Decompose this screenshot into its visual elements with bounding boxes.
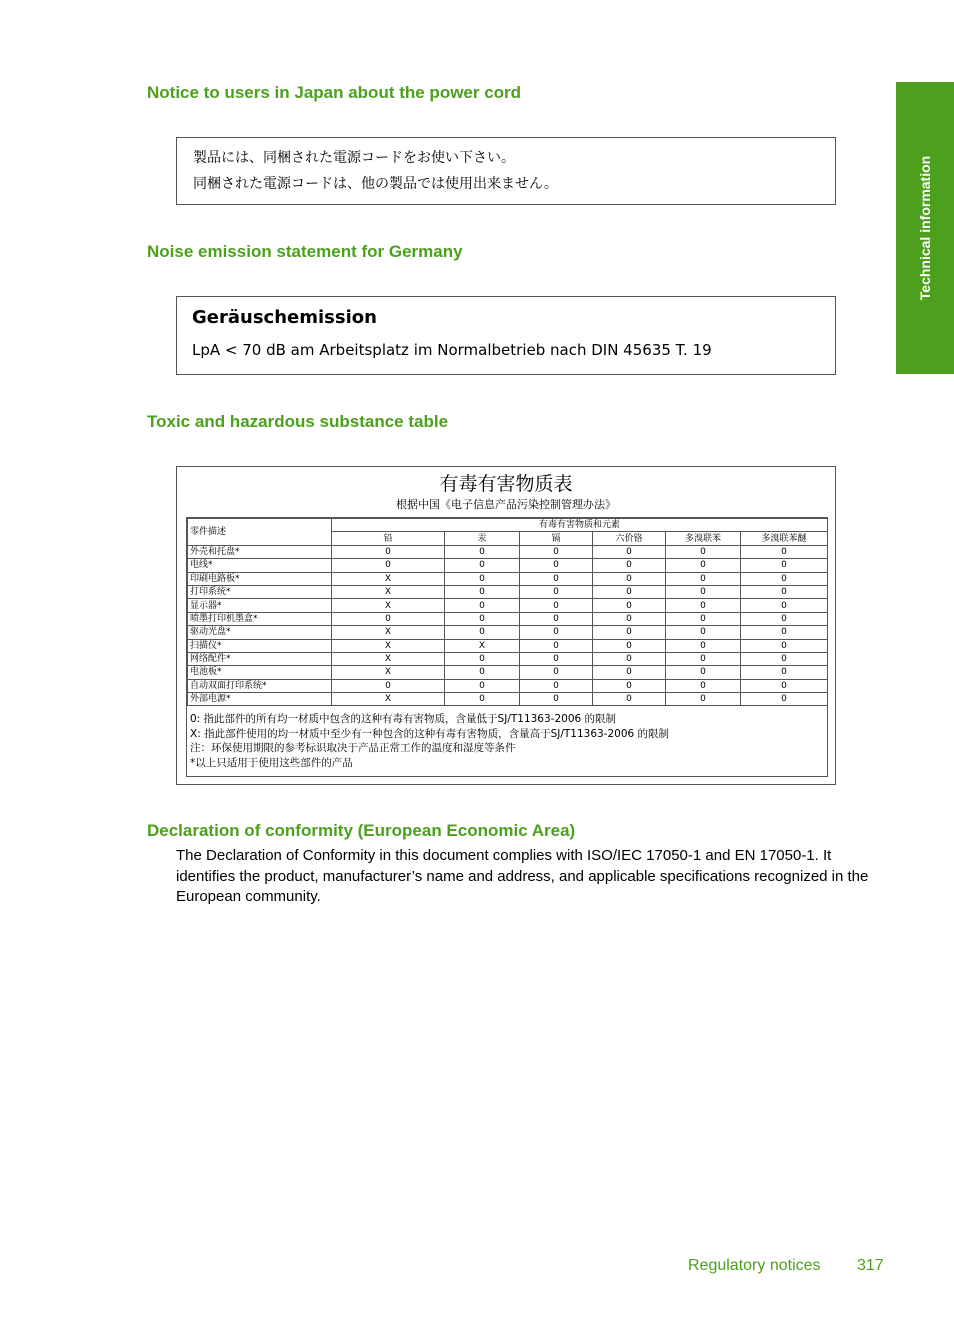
table-cell: X: [332, 639, 445, 652]
column-header: 铅: [332, 532, 445, 545]
table-cell: 0: [741, 693, 828, 706]
table-cell: 0: [666, 679, 741, 692]
table-cell: 0: [741, 599, 828, 612]
heading-toxic-table: Toxic and hazardous substance table: [147, 412, 449, 431]
table-cell: 0: [593, 599, 666, 612]
table-cell: 0: [593, 652, 666, 665]
table-cell: 0: [445, 693, 520, 706]
table-cell: 0: [666, 545, 741, 558]
header-parts: 零件描述: [188, 519, 332, 546]
heading-germany-noise: Noise emission statement for Germany: [147, 242, 463, 261]
table-cell: 0: [445, 679, 520, 692]
table-cell: 0: [666, 666, 741, 679]
table-cell: 0: [593, 585, 666, 598]
table-cell: 0: [445, 612, 520, 625]
table-cell: 0: [445, 599, 520, 612]
column-header: 多溴联苯: [666, 532, 741, 545]
table-cell: X: [332, 666, 445, 679]
table-cell: 0: [741, 559, 828, 572]
row-part-name: 外部电源*: [188, 693, 332, 706]
row-part-name: 电池板*: [188, 666, 332, 679]
header-group: 有毒有害物质和元素: [332, 519, 828, 532]
table-cell: 0: [741, 679, 828, 692]
table-cell: X: [445, 639, 520, 652]
table-cell: 0: [666, 585, 741, 598]
hazard-table-body: [188, 545, 828, 706]
table-row: [188, 626, 828, 639]
footer-page-number: 317: [857, 1257, 884, 1274]
table-cell: 0: [593, 626, 666, 639]
table-row: [188, 679, 828, 692]
table-cell: 0: [593, 693, 666, 706]
table-cell: 0: [666, 626, 741, 639]
table-cell: 0: [520, 626, 593, 639]
table-cell: 0: [520, 639, 593, 652]
table-cell: 0: [520, 612, 593, 625]
table-cell: 0: [445, 572, 520, 585]
table-cell: 0: [520, 679, 593, 692]
table-cell: 0: [593, 572, 666, 585]
table-cell: X: [332, 652, 445, 665]
row-part-name: 自动双面打印系统*: [188, 679, 332, 692]
germany-box-title: Geräuschemission: [192, 307, 377, 328]
table-cell: 0: [666, 652, 741, 665]
row-part-name: 扫描仪*: [188, 639, 332, 652]
table-cell: 0: [445, 585, 520, 598]
row-part-name: 打印系统*: [188, 585, 332, 598]
row-part-name: 印刷电路板*: [188, 572, 332, 585]
japan-notice-box: [176, 137, 836, 205]
table-cell: X: [332, 585, 445, 598]
conformity-text: The Declaration of Conformity in this document complies with ISO/IEC 17050-1 and EN 17050-1. It identifies the product, manufacturer’s name and address, and applicable specifications recognized in the European community.: [176, 847, 869, 905]
table-cell: 0: [445, 652, 520, 665]
table-cell: 0: [666, 639, 741, 652]
column-header: 多溴联苯醚: [741, 532, 828, 545]
row-part-name: 驱动光盘*: [188, 626, 332, 639]
table-cell: 0: [593, 666, 666, 679]
japan-line-1: 製品には、同梱された電源コードをお使い下さい。: [193, 150, 515, 166]
table-row: [188, 599, 828, 612]
table-cell: 0: [520, 572, 593, 585]
toxic-table-title: 有毒有害物质表: [439, 473, 573, 495]
table-cell: 0: [332, 559, 445, 572]
side-tab: [896, 82, 954, 374]
hazard-table: [187, 518, 828, 706]
table-cell: 0: [593, 612, 666, 625]
row-part-name: 网络配件*: [188, 652, 332, 665]
table-row: [188, 612, 828, 625]
heading-japan-power-cord: Notice to users in Japan about the power cord: [147, 83, 522, 102]
table-cell: 0: [666, 559, 741, 572]
column-header: 镉: [520, 532, 593, 545]
table-row: [188, 559, 828, 572]
table-cell: 0: [666, 612, 741, 625]
table-cell: 0: [520, 545, 593, 558]
table-cell: 0: [741, 612, 828, 625]
column-header: 汞: [445, 532, 520, 545]
toxic-table-subtitle: 根据中国《电子信息产品污染控制管理办法》: [396, 498, 616, 511]
table-cell: 0: [741, 626, 828, 639]
table-cell: 0: [741, 666, 828, 679]
table-cell: 0: [741, 652, 828, 665]
toxic-notes: [190, 712, 669, 771]
side-tab-label: Technical information: [917, 155, 933, 301]
toxic-table-inner: [186, 517, 828, 777]
table-cell: 0: [520, 652, 593, 665]
table-row: [188, 545, 828, 558]
note-period: 注：环保使用期限的参考标识取决于产品正常工作的温度和湿度等条件: [190, 742, 516, 755]
table-row: [188, 666, 828, 679]
table-cell: 0: [666, 599, 741, 612]
row-part-name: 喷墨打印机墨盒*: [188, 612, 332, 625]
note-x: X: 指此部件使用的均一材质中至少有一种包含的这种有毒有害物质，含量高于SJ/T11363-2006 的限制: [190, 727, 670, 740]
table-cell: 0: [332, 545, 445, 558]
table-cell: 0: [445, 559, 520, 572]
table-cell: 0: [520, 666, 593, 679]
table-cell: 0: [666, 693, 741, 706]
germany-box-text: LpA < 70 dB am Arbeitsplatz im Normalbetrieb nach DIN 45635 T. 19: [192, 341, 712, 359]
table-cell: 0: [520, 559, 593, 572]
table-cell: 0: [741, 639, 828, 652]
table-row: [188, 639, 828, 652]
table-cell: X: [332, 572, 445, 585]
table-cell: 0: [593, 679, 666, 692]
japan-line-2: 同梱された電源コードは、他の製品では使用出来ません。: [193, 176, 558, 192]
column-header: 六价铬: [593, 532, 666, 545]
table-cell: 0: [666, 572, 741, 585]
note-0: 0: 指此部件的所有均一材质中包含的这种有毒有害物质，含量低于SJ/T11363-2006 的限制: [190, 713, 617, 725]
germany-noise-box: [176, 296, 836, 375]
table-cell: 0: [520, 693, 593, 706]
table-cell: X: [332, 693, 445, 706]
note-scope: *以上只适用于使用这些部件的产品: [190, 757, 353, 770]
table-cell: X: [332, 626, 445, 639]
table-cell: 0: [520, 599, 593, 612]
table-row: [188, 572, 828, 585]
table-cell: 0: [332, 612, 445, 625]
heading-conformity: Declaration of conformity (European Economic Area): [147, 821, 576, 840]
row-part-name: 显示器*: [188, 599, 332, 612]
table-row: [188, 652, 828, 665]
table-cell: 0: [332, 679, 445, 692]
table-cell: 0: [520, 585, 593, 598]
row-part-name: 外壳和托盘*: [188, 545, 332, 558]
table-cell: 0: [445, 545, 520, 558]
table-row: [188, 693, 828, 706]
table-cell: X: [332, 599, 445, 612]
table-cell: 0: [593, 639, 666, 652]
toxic-table-box: [176, 466, 836, 785]
row-part-name: 电线*: [188, 559, 332, 572]
table-cell: 0: [593, 545, 666, 558]
table-cell: 0: [445, 666, 520, 679]
footer-section: Regulatory notices: [688, 1257, 821, 1274]
table-row: [188, 585, 828, 598]
table-cell: 0: [741, 572, 828, 585]
table-cell: 0: [445, 626, 520, 639]
table-cell: 0: [593, 559, 666, 572]
table-cell: 0: [741, 585, 828, 598]
table-cell: 0: [741, 545, 828, 558]
